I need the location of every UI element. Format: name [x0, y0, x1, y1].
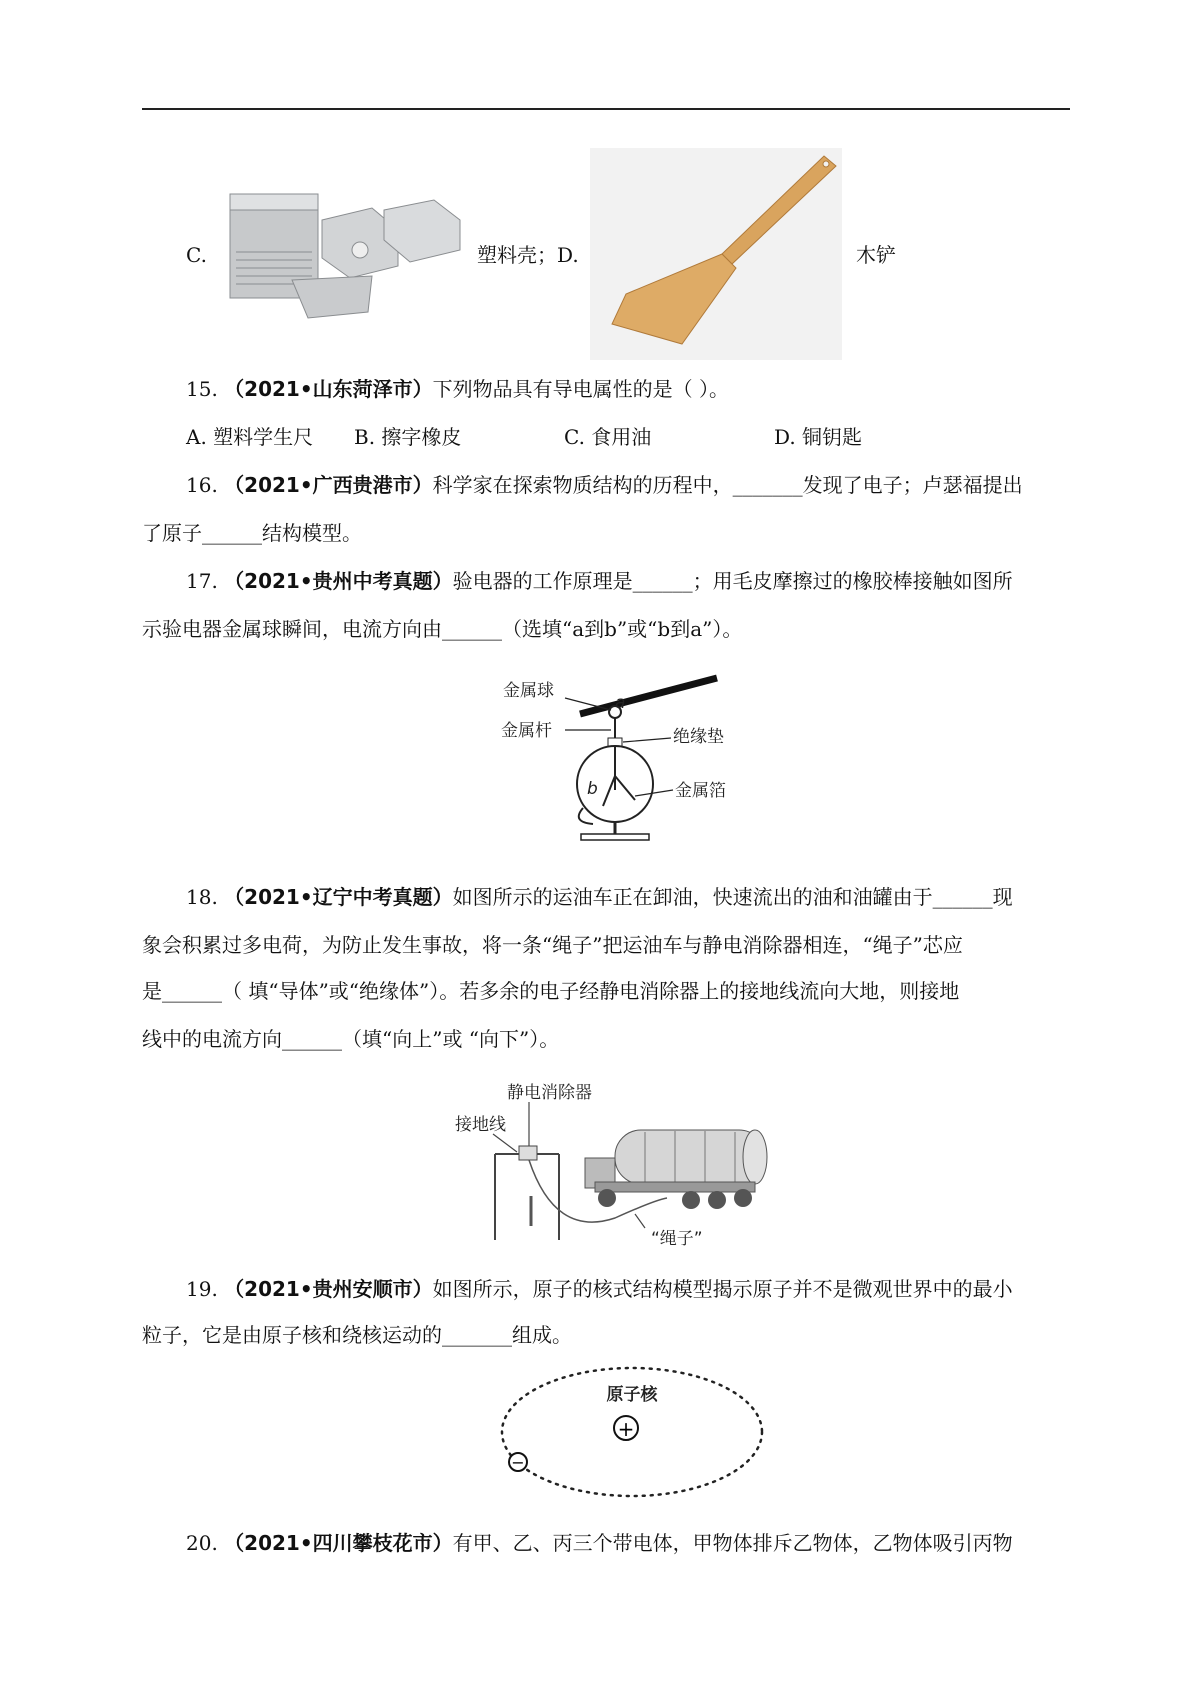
question-number: 16.	[186, 473, 218, 497]
electroscope-figure	[495, 672, 735, 844]
question-17	[186, 566, 1013, 596]
option-d-text: 木铲	[856, 243, 896, 267]
plastic-shell-image	[222, 180, 462, 325]
wooden-spatula-image	[590, 148, 842, 360]
question-19	[186, 1274, 1013, 1304]
atom-model-figure	[490, 1358, 780, 1508]
minus-sign-icon: −	[511, 1453, 525, 1472]
question-source: （2021•贵州中考真题）	[224, 569, 453, 593]
option-b: B. 擦字橡皮	[354, 425, 462, 449]
question-18	[186, 882, 1013, 912]
question-text: 科学家在探索物质结构的历程中，_______发现了电子；卢瑟福提出	[432, 473, 1023, 497]
question-number: 15.	[186, 377, 218, 401]
question-text: 如图所示的运油车正在卸油，快速流出的油和油罐由于______现	[452, 885, 1013, 909]
question-source: （2021•广西贵港市）	[224, 473, 433, 497]
label-metal-ball: 金属球	[503, 681, 554, 701]
question-number: 20.	[186, 1531, 218, 1555]
question-source: （2021•辽宁中考真题）	[224, 885, 453, 909]
option-a: A. 塑料学生尺	[186, 425, 314, 449]
question-18-line-4: 线中的电流方向______（填“向上”或 “向下”）。	[142, 1027, 560, 1051]
question-text: 验电器的工作原理是______；用毛皮摩擦过的橡胶棒接触如图所	[452, 569, 1013, 593]
label-nucleus: 原子核	[606, 1385, 658, 1405]
question-18-line-3: 是______（ 填“导体”或“绝缘体”）。若多余的电子经静电消除器上的接地线流向大地，则接地	[142, 979, 960, 1003]
label-ground-wire: 接地线	[455, 1115, 506, 1135]
question-15	[186, 374, 729, 404]
header-rule	[142, 108, 1070, 110]
question-17-line-2: 示验电器金属球瞬间，电流方向由______（选填“a到b”或“b到a”）。	[142, 617, 743, 641]
question-20	[186, 1528, 1013, 1558]
question-number: 17.	[186, 569, 218, 593]
label-insulating-pad: 绝缘垫	[673, 727, 724, 747]
label-metal-foil: 金属箔	[675, 781, 726, 801]
question-16	[186, 470, 1023, 500]
question-source: （2021•四川攀枝花市）	[224, 1531, 453, 1555]
option-c-letter: C.	[186, 243, 207, 267]
question-18-line-2: 象会积累过多电荷，为防止发生事故，将一条“绳子”把运油车与静电消除器相连，“绳子”芯应	[142, 933, 963, 957]
question-source: （2021•山东菏泽市）	[224, 377, 433, 401]
question-text: 有甲、乙、丙三个带电体，甲物体排斥乙物体，乙物体吸引丙物	[452, 1531, 1013, 1555]
oil-tanker-figure	[455, 1078, 785, 1248]
label-metal-rod: 金属杆	[501, 721, 552, 741]
option-d: D. 铜钥匙	[774, 425, 863, 449]
question-19-line-2: 粒子，它是由原子核和绕核运动的_______组成。	[142, 1323, 572, 1347]
label-b: b	[587, 779, 598, 799]
label-a: a	[615, 693, 626, 713]
label-static-eliminator: 静电消除器	[507, 1083, 592, 1103]
label-rope: “绳子”	[651, 1229, 703, 1248]
question-number: 18.	[186, 885, 218, 909]
question-text: 如图所示，原子的核式结构模型揭示原子并不是微观世界中的最小	[432, 1277, 1013, 1301]
question-source: （2021•贵州安顺市）	[224, 1277, 433, 1301]
plus-sign-icon: +	[617, 1417, 635, 1441]
question-number: 19.	[186, 1277, 218, 1301]
option-c-text: 塑料壳；D.	[477, 243, 579, 267]
question-stem: 下列物品具有导电属性的是（ ）。	[432, 377, 729, 401]
option-c: C. 食用油	[564, 425, 652, 449]
question-16-line-2: 了原子______结构模型。	[142, 521, 362, 545]
